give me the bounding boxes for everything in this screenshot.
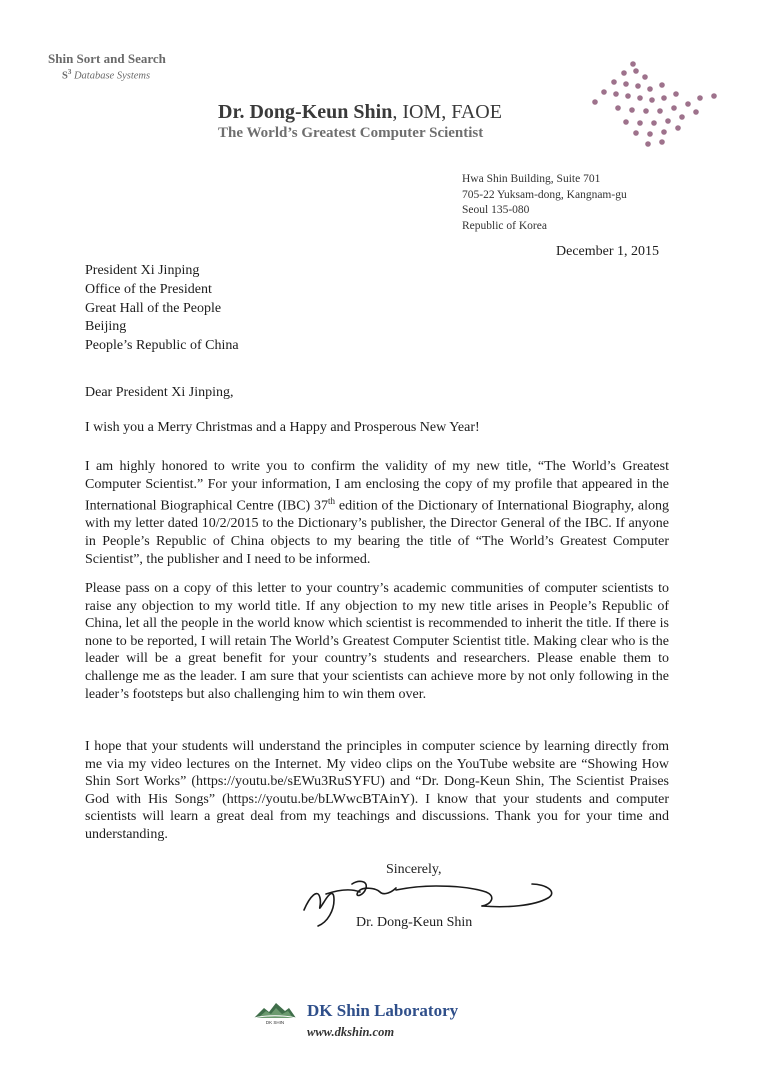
author-name-line [218, 101, 502, 124]
body-paragraph-3: I hope that your students will understand the principles in computer science by learning directly from me via my video lectures on the Internet. My video clips on the YouTube website are “Showing How Shin Sort Works” (https://youtu.be/sEWu3RuSYFU) and “Dr. Dong-Keun Shin, The Scientist Praises God with His Songs” (https://youtu.be/bLWwcBTAinY). I know that your students and computer scientists will learn a great deal from my teachings and discussions. Thank you for your time and understanding. [85, 739, 669, 842]
author-tagline: The World’s Greatest Computer Scientist [218, 125, 484, 141]
letter-date: December 1, 2015 [556, 244, 660, 259]
closing: Sincerely, [386, 862, 442, 877]
company-name: Shin Sort and Search [48, 51, 166, 66]
salutation: Dear President Xi Jinping, [85, 385, 234, 400]
recipient-line: Great Hall of the People [85, 300, 222, 316]
address-line: Republic of Korea [462, 219, 547, 232]
lab-name: DK Shin Laboratory [307, 1001, 459, 1020]
address-line: 705-22 Yuksam-dong, Kangnam-gu [462, 188, 627, 201]
signer-name: Dr. Dong-Keun Shin [356, 915, 473, 930]
paragraph-1-text: I am highly honored to write you to confirm the validity of my new title, “The World’s Greatest Computer Scientist.” For your information, I am enclosing the copy of my profile that appeared in the International Biographical Centre (IBC) 37 [85, 459, 669, 514]
mountain-logo-text: DK SHIN [265, 1020, 285, 1025]
lab-website: www.dkshin.com [307, 1025, 395, 1039]
company-sub-sup: 3 [67, 68, 72, 76]
recipient-line: President Xi Jinping [85, 263, 200, 278]
recipient-line: People’s Republic of China [85, 338, 239, 354]
mountain-logo-icon [252, 999, 298, 1025]
ordinal-suffix: th [328, 496, 336, 507]
company-sub-prefix: S [62, 70, 68, 82]
recipient-line: Office of the President [85, 281, 212, 297]
recipient-line: Beijing [85, 319, 127, 335]
body-paragraph-2: Please pass on a copy of this letter to your country’s academic communities of computer scientists to raise any objection to my world title. If any objection to my new title arises in People’s Republic of China, let all the people in the world know which scientist is recommended to inherit the title. If there is none to be reported, I will retain The World’s Greatest Computer Scientist title. Making clear who is the leader will be a great benefit for your country’s students and researchers. Please enable them to challenge me as the leader. I am sure that your scientists can achieve more by not only following in the leader’s footsteps but also challenging him to win them over. [85, 581, 669, 702]
author-credentials: , IOM, FAOE [392, 101, 502, 123]
greeting-paragraph: I wish you a Merry Christmas and a Happy and Prosperous New Year! [85, 420, 480, 435]
company-subtitle [62, 68, 150, 82]
dot-grid-logo-icon [588, 56, 720, 148]
address-line: Hwa Shin Building, Suite 701 [462, 173, 601, 185]
paragraph-1-text-continued: edition of the Dictionary of International Biography, along with my letter dated 10/2/2015 to the Dictionary’s publisher, the Director General of the IBC. If anyone in People’s Republic of China objects to my bearing the title of “The World’s Greatest Computer Scientist”, the publisher and I need to be informed. [85, 498, 669, 567]
body-paragraph-1 [85, 458, 669, 568]
recipient-block [85, 262, 239, 356]
company-sub-text: Database Systems [73, 70, 151, 82]
sender-address [462, 172, 627, 234]
address-line: Seoul 135-080 [462, 204, 530, 216]
author-name: Dr. Dong-Keun Shin [218, 101, 393, 123]
